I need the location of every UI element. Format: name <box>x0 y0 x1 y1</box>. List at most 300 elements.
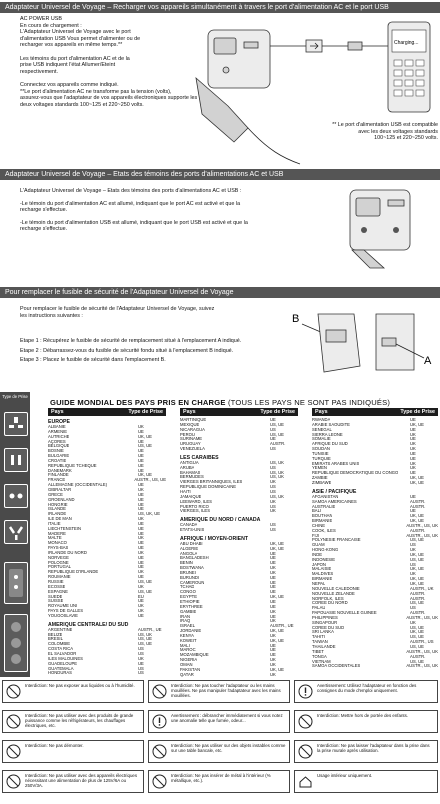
plug-type: UE <box>270 589 276 595</box>
country-name: KOWEIT <box>180 638 197 643</box>
country-name: ARMENIE <box>48 429 68 434</box>
warning-text: Interdiction: Ne pas exposer aux liquides ou à l'humidité. <box>25 683 135 688</box>
country-name: BANGLADESH <box>180 556 209 561</box>
charging-text-line: recharger vos appareils en même temps.** <box>20 42 123 49</box>
country-name: OMAN <box>180 662 193 667</box>
usb-led-icon <box>393 227 399 233</box>
plug-type: UK, UE <box>270 637 284 643</box>
plug-type: UE <box>138 525 144 531</box>
plug-type: UK <box>138 603 144 609</box>
plug-type: UE <box>138 501 144 507</box>
country-name: SUEDE <box>48 594 63 599</box>
country-name: IRAQ <box>180 619 191 624</box>
plug-type: UK <box>270 632 276 638</box>
plug-type: UE <box>138 482 144 488</box>
country-name: PAYS-BAS <box>48 546 69 551</box>
country-name: BULGARIE <box>48 454 70 459</box>
country-name: NICARAGUA <box>180 427 205 432</box>
no-metal-icon <box>152 774 167 789</box>
region-heading: EUROPE <box>48 419 70 425</box>
country-name: MADERE <box>48 531 66 536</box>
plug-type: UK <box>270 608 276 614</box>
country-name: TAHITI <box>312 635 325 640</box>
country-name: PAKISTAN <box>180 667 201 672</box>
country-name: MALI <box>180 643 190 648</box>
country-name: PAPOUASIE NOUVELLE GUINEE <box>312 611 377 616</box>
plug-type: US, UE <box>138 636 152 642</box>
charging-text-line: Les témoins du port d'alimentation AC et de la <box>20 55 130 62</box>
plug-type: UK <box>270 657 276 663</box>
plug-type: US <box>410 561 416 567</box>
country-name: POLOGNE <box>48 560 69 565</box>
charging-text-line: L'Adaptateur Universel de Voyage avec le port <box>20 29 131 36</box>
country-name: ARUBA <box>180 465 195 470</box>
country-name: MONACO <box>48 541 67 546</box>
warning-icon <box>152 714 167 729</box>
country-name: SURINAME <box>180 437 203 442</box>
ac-socket <box>214 38 236 54</box>
no-high-power-icon <box>6 774 21 789</box>
country-name: HONGRIE <box>48 502 68 507</box>
plug-type: AUSTR., US, UK <box>406 663 438 669</box>
plug-type: UE <box>138 564 144 570</box>
plug-type: UK <box>270 479 276 485</box>
warning-item <box>148 740 290 763</box>
uk-plug-icon <box>4 412 28 436</box>
country-name: MARTINIQUE <box>180 418 207 422</box>
country-name: JORDANIE <box>180 629 202 634</box>
country-name: SAMOA AMERICAINES <box>312 499 357 504</box>
country-name: JAMAIQUE <box>180 494 202 499</box>
country-name: ROUMANIE <box>48 575 71 580</box>
charging-text-line: deux voltages standards 100~125 et 220~250 volts. <box>20 101 144 108</box>
country-name: ALGERIE <box>180 546 199 551</box>
plug-type: UE <box>138 540 144 546</box>
plug-type: UK, UE <box>410 576 424 582</box>
country-name: GUATEMALA <box>48 666 74 671</box>
country-name: RUSSIE <box>48 580 64 584</box>
country-name: VENEZUELA <box>180 447 205 452</box>
plug-type: UE <box>138 462 144 468</box>
country-name: ARGENTINE <box>48 627 73 632</box>
plug-type: UE <box>138 496 144 502</box>
country-name: MALAISIE <box>312 567 332 572</box>
country-name: AUTRICHE <box>48 434 70 439</box>
warning-text: Interdiction: Ne pas utiliser sur des objets instables comme sur une table bancale, etc. <box>171 743 286 754</box>
country-name: TCHAD <box>180 585 195 590</box>
plug-type: US <box>138 670 144 676</box>
plug-type: UK <box>138 486 144 492</box>
plug-type: UK, UE <box>410 566 424 572</box>
plug-type: US, UE <box>138 443 152 449</box>
plug-type: UK, UE <box>270 594 284 600</box>
charging-label: Charging... <box>394 40 419 46</box>
plug-type: US <box>270 503 276 509</box>
plug-type: US <box>270 464 276 470</box>
plug-type: US, UK <box>270 474 284 480</box>
plug-type: US, UE <box>410 624 424 630</box>
country-name: SAMOA OCCIDENTALES <box>312 664 361 669</box>
plug-type: UK, UE <box>138 433 152 439</box>
country-name: GUAM <box>312 543 325 548</box>
plug-type: AUSTR., UE <box>270 623 294 629</box>
plug-type: UK <box>410 619 416 625</box>
plug-type: US, UK <box>270 493 284 499</box>
plug-type: UK <box>138 549 144 555</box>
plug-type: UK <box>138 535 144 541</box>
plug-type: UE <box>410 450 416 456</box>
region-heading: AMERIQUE CENTRALE/ DU SUD <box>48 621 129 628</box>
country-name: YOUGOSLAVIE <box>48 613 78 618</box>
warning-item <box>148 770 290 793</box>
country-name: EGYPTE <box>180 595 197 600</box>
plug-type: UE <box>270 613 276 619</box>
country-name: SUISSE <box>48 599 64 604</box>
plug-type: UE <box>270 584 276 590</box>
country-name: THAILANDE <box>312 644 336 649</box>
plug-type: UK <box>410 441 416 447</box>
plug-type: UK, UE <box>270 666 284 672</box>
country-name: CHINE <box>312 523 326 528</box>
plug-type: UE <box>410 508 416 514</box>
led-indicator <box>223 67 229 73</box>
plug-type: UE <box>270 417 276 422</box>
plug-type-sidebar <box>0 392 30 677</box>
country-name: PORTUGAL <box>48 565 71 570</box>
plug-type: UK, UE <box>410 513 424 519</box>
plug-type: UE <box>138 438 144 444</box>
warning-text: Interdiction: Ne pas laisser l'adaptateur dans la prise dans la prise murale après utilisation. <box>317 743 430 754</box>
plug-type: UK <box>138 583 144 589</box>
plug-type: UK <box>410 431 416 437</box>
charging-text-line: **Le port d'alimentation AC ne transforme pas la tension (volts), <box>20 88 172 95</box>
charging-text-line: respectivement. <box>20 68 59 75</box>
warning-text: Interdiction: Ne pas utiliser avec des appareils électriques nécessitant une alimentation de plus de 125V/6A ou 250V/3A. <box>25 773 138 789</box>
country-name: FIJI <box>312 533 319 538</box>
plug-type: AUSTR. <box>410 595 426 601</box>
plug-type: UK <box>270 508 276 514</box>
plug-type: UK <box>138 569 144 575</box>
us-plug-icon <box>4 448 28 472</box>
plug-type: UE <box>270 436 276 442</box>
country-name: JAPON <box>312 562 326 567</box>
plug-type: US, UE <box>138 641 152 647</box>
country-name: BRUNEI <box>180 570 196 575</box>
plug-type: UE <box>138 467 144 473</box>
country-name: IRLANDE <box>48 512 67 517</box>
plug-type: US <box>270 522 276 528</box>
plug-type: UK <box>410 460 416 466</box>
country-name: SOMALIE <box>312 437 331 442</box>
country-name: BELIZE <box>48 632 63 637</box>
plug-type: US, UE <box>270 421 284 427</box>
plug-type-label: Type de Prise <box>2 394 28 399</box>
plug-type: US, UE <box>270 431 284 437</box>
plug-type: UK <box>138 608 144 614</box>
country-row <box>312 664 438 669</box>
plug-type: US, UE <box>410 556 424 562</box>
country-name: TIBET <box>312 649 324 654</box>
country-row <box>48 614 166 619</box>
plug-type: UK, UE <box>410 629 424 635</box>
indicator-text: L'Adaptateur Universel de Voyage – Etats des témoins des ports d'alimentations AC et USB : -Le témoin du port d'alimentation AC est allumé, indiquant que le port AC est activé et que la recharge s'effectue. -Le témoin du port d'alimentation USB est allumé, indiquant que le port USB est activé et que la recharge s'effectue. <box>20 188 248 233</box>
charging-text-line: prise USB indiquent l'état Allumer/Eteint <box>20 62 116 69</box>
plug-type: UK <box>270 498 276 504</box>
country-name: NIGERIA <box>180 658 198 663</box>
country-name: ALBANIE <box>48 425 66 429</box>
plug-type: US <box>270 446 276 452</box>
country-name: REPUBLIQUE D'IRLANDE <box>48 570 99 575</box>
country-name: HAITI <box>180 489 191 494</box>
country-name: ERYTHREE <box>180 604 203 609</box>
country-name: VIETNAM <box>312 659 331 664</box>
country-name: ECOSSE <box>48 584 66 589</box>
plug-type: UK <box>270 618 276 624</box>
warning-text: Interdiction: Ne pas toucher l'adaptateur ou les mains mouillées. Ne pas manipuler l'adaptateur avec les mains mouillées. <box>171 683 281 699</box>
country-name: ZAMBIE <box>312 476 328 481</box>
charging-text-line: Connectez vos appareils comme indiqué. <box>20 81 119 88</box>
region-heading: LES CARAIBES <box>180 454 219 461</box>
header-country: Pays <box>315 409 328 415</box>
country-name: GAMBIE <box>180 609 197 614</box>
section-header-charging: Adaptateur Universel de Voyage – Recharger vos appareils simultanément à travers le port d'alimentation AC et le port USB <box>0 2 440 13</box>
warning-text: Interdiction: Ne pas insérer de métal à l'intérieur (% métallique, etc.). <box>171 773 271 784</box>
plug-type: AUSTR., US, UK <box>406 522 438 528</box>
plug-type: UE <box>138 457 144 463</box>
country-name: FINLANDE <box>48 473 69 478</box>
country-name: AFRIQUE DU SUD <box>312 442 348 447</box>
plug-type: UK <box>270 661 276 667</box>
plug-type: AUSTR. <box>410 498 426 504</box>
plug-type: UE <box>138 554 144 560</box>
plug-type: UE <box>410 436 416 442</box>
country-name: ESPAGNE <box>48 589 68 594</box>
plug-type: UE <box>410 417 416 422</box>
plug-type: UE <box>270 550 276 556</box>
plug-type: UE <box>138 598 144 604</box>
warning-item <box>294 710 438 733</box>
country-name: INDE <box>312 552 323 557</box>
country-name: CROATIE <box>48 458 67 463</box>
column-header <box>180 408 298 416</box>
country-name: BRESIL <box>48 637 63 642</box>
country-name: BALI <box>312 509 322 514</box>
plug-type: US, UK <box>270 469 284 475</box>
plug-type: UK, UE <box>410 475 424 481</box>
plug-type: UE <box>270 555 276 561</box>
country-name: GROENLAND <box>48 497 75 502</box>
plug-type: AUSTR., US, UE <box>134 477 166 483</box>
country-column-1 <box>48 408 166 676</box>
no-children-icon <box>298 714 313 729</box>
country-name: KENYA <box>180 633 194 638</box>
universal-adapter-icon <box>4 562 28 604</box>
country-name: MALDIVES <box>312 572 334 577</box>
fuse-intro: Pour remplacer le fusible de sécurité de l'Adaptateur Universel de Voyage, suivez les instructions suivantes : <box>20 306 215 319</box>
country-name: NEPAL <box>312 582 326 586</box>
country-name: IRAN <box>180 614 191 619</box>
plug-type: US <box>138 646 144 652</box>
country-name: NOUVELLE CALEDONIE <box>312 586 360 591</box>
country-name: BOUTHAN <box>312 514 333 519</box>
plug-type: UK <box>410 465 416 471</box>
header-country: Pays <box>51 409 64 415</box>
country-name: ISRAEL <box>180 624 195 629</box>
country-row <box>180 509 298 514</box>
country-row <box>48 671 166 676</box>
plug-type: UE <box>410 470 416 476</box>
country-name: GIBRALTAR <box>48 487 72 492</box>
region-heading: ASIE / PACIFIQUE <box>312 488 357 495</box>
country-name: TUNISIE <box>312 451 329 456</box>
country-name: SIERRA LEONE <box>312 432 343 437</box>
country-row <box>180 447 298 452</box>
plug-type: US, UK <box>270 459 284 465</box>
plug-type: AUSTR. <box>410 527 426 533</box>
plug-type: US <box>270 484 276 490</box>
country-name: ZIMBAWE <box>312 480 332 485</box>
warning-item <box>294 680 438 703</box>
plug-type: UE <box>138 559 144 565</box>
country-name: AFGANISTAN <box>312 494 339 499</box>
header-plug-type: Type de Prise <box>128 409 163 415</box>
country-name: GRECE <box>48 492 63 497</box>
plug-type: UE <box>138 491 144 497</box>
country-name: ILE DE MAN <box>48 517 72 522</box>
plug-type: AUSTR., UE <box>138 626 162 632</box>
country-name: SOUDAN <box>312 447 330 452</box>
country-name: RWANDA <box>312 418 331 422</box>
country-name: FRANCE <box>48 478 66 483</box>
plug-type: UK <box>270 671 276 677</box>
warning-text: Interdiction: Ne pas utiliser avec des produits de grande puissance comme les réfrigérateurs, les chauffages électriques, etc. <box>25 713 134 729</box>
plug-type: UK, UE <box>410 551 424 557</box>
plug-type: UE <box>138 453 144 459</box>
plug-type: UE <box>270 560 276 566</box>
plug-type: UE <box>270 579 276 585</box>
country-name: BERMUDES <box>180 475 204 480</box>
plug-type: UE <box>270 574 276 580</box>
no-touch-icon <box>6 714 21 729</box>
country-name: SINGAPOUR <box>312 620 338 625</box>
country-name: POLYNESIE FRANCAISE <box>312 538 361 543</box>
country-name: COSTA RICA <box>48 647 74 652</box>
country-name: BOSTWANA <box>180 566 204 571</box>
warning-item <box>148 710 290 733</box>
country-name: ALLEMAGNE (OCCIDENTALE) <box>48 483 108 488</box>
adapter-open <box>318 314 360 372</box>
country-name: MALTE <box>48 536 62 541</box>
plug-type: UK, UE <box>410 421 424 427</box>
warning-item <box>2 770 144 793</box>
plug-type: UK, UE <box>410 581 424 586</box>
plug-type: UE <box>138 660 144 666</box>
plug-type: UE <box>270 599 276 604</box>
country-name: URUGUAY <box>180 442 201 447</box>
plug-type: US, UE <box>410 634 424 640</box>
warning-text: Avertissement : débrancher immédiatement si vous notez une anomalie telle que fumée, odeur... <box>171 713 283 724</box>
plug-type: EU <box>138 593 144 599</box>
warning-item <box>2 680 144 703</box>
plug-type: UK, UE <box>410 479 424 485</box>
country-name: BAHAMAS <box>180 470 201 475</box>
plug-type: US, UE <box>138 579 152 584</box>
warning-text: Interdiction: Mettre hors de portée des enfants. <box>317 713 409 718</box>
plug-type: AUSTR., US, UK <box>406 614 438 620</box>
charging-illustration <box>188 18 438 168</box>
country-name: COLOMBIE <box>48 642 71 647</box>
plug-type: UE <box>138 506 144 512</box>
plug-type: US, UE <box>410 600 424 606</box>
plug-type: AUSTR., US <box>410 639 434 645</box>
ac-socket-front <box>356 198 380 216</box>
country-name: COOK, ILES <box>312 528 336 533</box>
country-row <box>312 481 438 486</box>
indoor-icon <box>298 774 313 789</box>
country-name: AÇORES <box>48 439 66 444</box>
no-disassemble-icon <box>6 744 21 759</box>
plug-type: US <box>270 488 276 494</box>
plug-type: UE <box>138 428 144 434</box>
section-header-fuse: Pour remplacer le fusible de sécurité de l'Adaptateur Universel de Voyage <box>0 287 440 298</box>
country-name: TURQUIE <box>312 456 331 461</box>
fuse-slot-a <box>382 338 396 346</box>
no-wet-hands-icon <box>152 684 167 699</box>
country-name: TONGA <box>312 654 327 659</box>
country-name: MOZAMBIQUE <box>180 653 209 658</box>
plug-type: UK <box>270 565 276 571</box>
charging-text-line: assurez-vous que l'adaptateur de vos appareils électroniques supporte les <box>20 95 198 102</box>
country-name: COREE DU SUD <box>312 625 345 630</box>
plug-type: UK <box>270 569 276 575</box>
plug-type: UK, UE <box>270 545 284 551</box>
plug-type: US, UE <box>410 658 424 664</box>
country-name: DANEMARK <box>48 468 72 473</box>
country-name: PUERTO RICO <box>180 504 209 509</box>
fuse-slot-b <box>326 330 346 342</box>
location-b-label: B <box>292 313 300 325</box>
country-name: REPUBLIQUE TCHEQUE <box>48 463 97 468</box>
country-row <box>180 673 298 678</box>
warning-icon <box>298 684 313 699</box>
country-name: PEROU <box>180 432 195 437</box>
plug-type: UE <box>138 530 144 536</box>
country-name: HONG-KONG <box>312 548 339 553</box>
country-name: PHILIPPINES <box>312 615 338 620</box>
country-name: BIRMANIE <box>312 577 333 582</box>
country-guide-title: GUIDE MONDIAL DES PAYS PRIS EN CHARGE (TOUS LES PAYS NE SONT PAS INDIQUÉS) <box>50 398 391 407</box>
plug-type: AUSTR. <box>410 653 426 659</box>
plug-type: UK <box>410 446 416 452</box>
country-name: LEEWARD, ILES <box>180 499 212 504</box>
warning-item <box>294 740 438 763</box>
plug-type: UE <box>138 612 144 618</box>
country-name: CONGO <box>180 590 196 595</box>
column-header <box>312 408 438 416</box>
plug-type: UE <box>270 603 276 609</box>
country-name: NOUVELLE ZELANDE <box>312 591 355 596</box>
plug-type: AUSTR. <box>410 610 426 616</box>
country-name: ILES MALOUINES <box>48 656 83 661</box>
country-name: ANGOLA <box>180 551 198 556</box>
country-name: NORVEGE <box>48 555 69 560</box>
country-name: SRI LANKA <box>312 630 334 635</box>
country-name: AUSTRALIE <box>312 504 336 509</box>
warning-text: Usage intérieur uniquement. <box>317 773 373 778</box>
no-water-icon <box>6 684 21 699</box>
plug-type: UK <box>138 516 144 522</box>
usb-voltage-note: ** Le port d'alimentation USB est compatible avec les deux voltages standards 100~125 et 220~250 volts. <box>332 122 438 142</box>
